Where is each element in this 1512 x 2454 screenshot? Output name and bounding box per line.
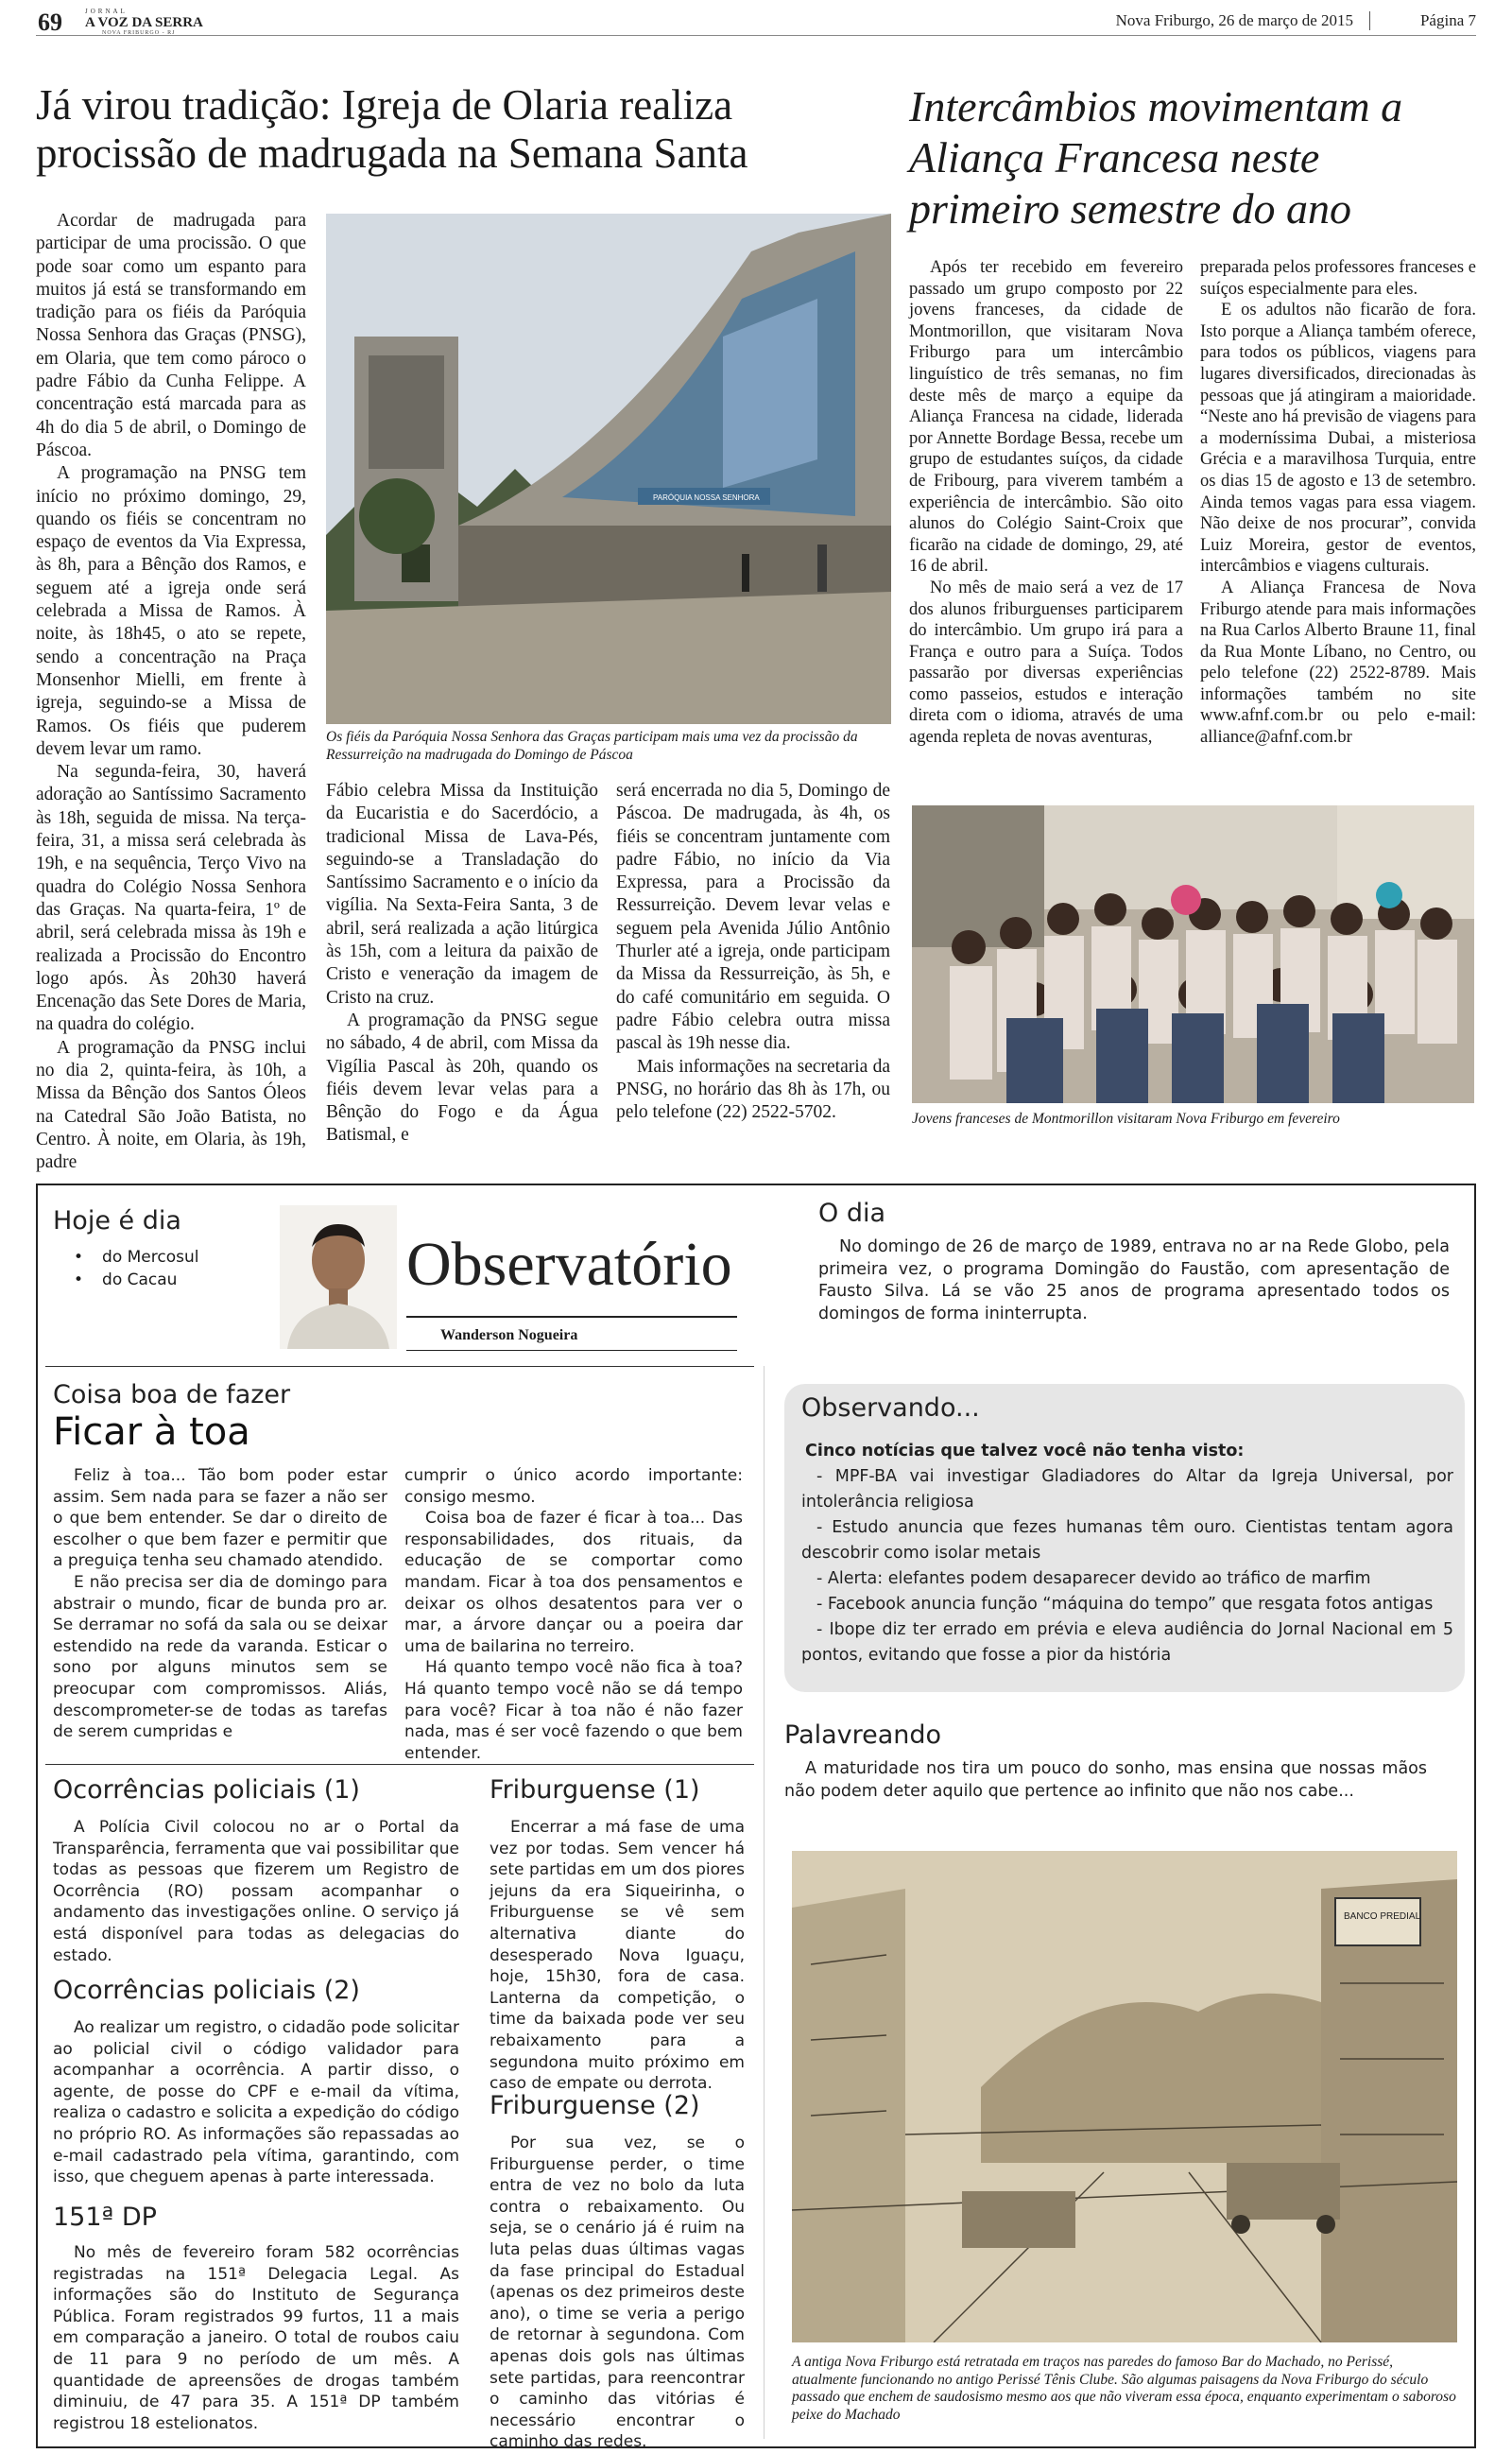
paragraph: A Aliança Francesa de Nova Friburgo atende para mais informações na Rua Carlos Alberto Braune 11, final da Rua Monte Líbano, no Centro, ou pelo telefone (22) 2522-8789. Mais informações também no site www.afnf.com.br ou pelo e-mail: alliance@afnf.com.br: [1200, 578, 1476, 748]
students-photo: [912, 805, 1474, 1103]
newspaper-logo: A VOZ DA SERRA: [85, 15, 203, 30]
paragraph: preparada pelos professores franceses e suíços especialmente para eles.: [1200, 258, 1476, 299]
page-number: Página 7: [1419, 11, 1476, 29]
dp-text: [53, 2242, 459, 2434]
paragraph: E não precisa ser dia de domingo para abstrair o mundo, ficar de bunda pro ar. Se derramar no sofá da sala ou se deixar estendido na rede da varanda. Esticar o sono por alguns minutos sem se preocupar com compromissos. Aliás, descomprometer-se de todas as tarefas de serem cumpridas e: [53, 1572, 387, 1742]
article-alianca-col2: [1200, 257, 1476, 749]
sketch-sign: BANCO PREDIAL: [1344, 1911, 1421, 1922]
church-sign: PARÓQUIA NOSSA SENHORA: [653, 493, 760, 502]
divider-vertical: [764, 1366, 765, 2439]
list-item: - Ibope diz ter errado em prévia e eleva audiência do Jornal Nacional em 5 pontos, evitando que fosse a pior da história: [801, 1620, 1453, 1665]
paragraph: A Polícia Civil colocou no ar o Portal da Transparência, ferramenta que vai possibilitar que todas as pessoas que fizerem um Registro de Ocorrência (RO) possam acompanhar o andamento das investigações online. O serviço já está disponível para todas as delegacias do estado.: [53, 1818, 459, 1965]
paragraph: No domingo de 26 de março de 1989, entrava no ar na Rede Globo, pela primeira vez, o programa Domingão do Faustão, com apresentação de Fausto Silva. Lá se vão 25 anos de programa apresentado todos os domingos de forma ininterrupta.: [818, 1237, 1450, 1323]
sketch-photo-caption: A antiga Nova Friburgo está retratada em traços nas paredes do famoso Bar do Machado, no Perissé, atualmente funcionando no antigo Perissé Tênis Clube. São algumas paisagens da Nova Friburgo do século passado que enchem de saudosismo mesmo aos que não viveram essa época, enquanto experimentam o saboroso peixe do Machado: [792, 2354, 1456, 2423]
ocorrencias1-title: Ocorrências policiais (1): [53, 1775, 360, 1805]
paragraph: Na segunda-feira, 30, haverá adoração ao Santíssimo Sacramento às 18h, seguida de missa. Na terça-feira, 31, a missa será celebrada às 19h, e na sequência, Terço Vivo na quadra do Colégio Nossa Senhora das Graças. Na quarta-feira, 1º de abril, será celebrada missa às 19h e realizada a Procissão do Encontro logo após. Às 20h30 haverá Encenação das Sete Dores de Maria, na quadra do colégio.: [36, 762, 306, 1035]
church-photo-caption: Os fiéis da Paróquia Nossa Senhora das Graças participam mais uma vez da procissão da Ressurreição na madrugada do Domingo de Páscoa: [326, 729, 858, 763]
hoje-e-dia-list: [74, 1246, 198, 1291]
article-olaria-col2: [326, 780, 598, 1148]
page-header: [36, 8, 1476, 36]
paragraph: E os adultos não ficarão de fora. Isto porque a Aliança também oferece, para todos os públicos, viagens para lugares diversificados, direcionadas às pessoas que já atingiram a maioridade. “Neste ano há previsão de viagens para a moderníssima Dubai, a misteriosa Grécia e a maravilhosa Turquia, entre os dias 15 de agosto e 13 de setembro. Ainda temos vagas para essa viagem. Não deixe de nos procurar”, convida Luiz Moreira, gestor de eventos, intercâmbios e viagens culturais.: [1200, 301, 1476, 577]
hoje-e-dia-title: Hoje é dia: [53, 1206, 181, 1236]
title-rule: [406, 1316, 737, 1318]
paragraph: Acordar de madrugada para participar de uma procissão. O que pode soar como um espanto para muitos já está se transformando em tradição para os fiéis da Paróquia Nossa Senhora das Graças (PNSG), em Olaria, que tem como pároco o padre Fábio da Cunha Felippe. A concentração está marcada para as 4h do dia 5 de abril, o Domingo de Páscoa.: [36, 211, 306, 460]
friburguense2-text: [490, 2133, 745, 2453]
students-photo-caption: Jovens franceses de Montmorillon visitaram Nova Friburgo em fevereiro: [912, 1111, 1340, 1127]
article-olaria-col3: [616, 780, 890, 1124]
dp-title: 151ª DP: [53, 2203, 157, 2232]
ocorrencias2-text: [53, 2017, 459, 2188]
friburguense1-text: [490, 1817, 745, 2095]
divider-ocorrencias-top: [45, 1764, 754, 1765]
paragraph: A maturidade nos tira um pouco do sonho, mas ensina que nossas mãos não podem deter aquilo que pertence ao infinito que não nos cabe...: [784, 1759, 1427, 1801]
friburguense2-title: Friburguense (2): [490, 2091, 700, 2120]
paragraph: Por sua vez, se o Friburguense perder, o time entra de vez no bolo da luta contra o rebaixamento. Ou seja, se o cenário já é ruim na luta pelas duas últimas vagas da fase principal do Estadual (apenas os dez primeiros deste ano), o time se veria a perigo de retornar à segundona. Com apenas dois gols nas últimas sete partidas, para reencontrar o caminho das vitórias é necessário encontrar o caminho das redes.: [490, 2134, 745, 2452]
list-item: • do Mercosul: [74, 1248, 199, 1267]
article-olaria-col1: [36, 210, 306, 1174]
author-rule: [406, 1350, 737, 1351]
paragraph: A programação na PNSG tem início no próximo domingo, 29, quando os fiéis se concentram no espaço de eventos da Via Expressa, às 8h, para a Bênção dos Ramos, e seguem até a igreja onde será celebrada a Missa de Ramos. À noite, às 18h45, o ato se repete, sendo a concentração na Praça Monsenhor Mielli, em frente à igreja, seguindo-se a Missa de Ramos. Os fiéis que puderem devem levar um ramo.: [36, 463, 306, 759]
paragraph: No mês de maio será a vez de 17 dos alunos friburguenses participarem do intercâmbio. Um grupo irá para a França e outro para a Suíça. Todos passarão por diversas experiências como passeios, estudos e interação direta com o idioma, através de uma agenda repleta de novas aventuras,: [909, 578, 1183, 748]
list-item: - Facebook anuncia função “máquina do tempo” que resgata fotos antigas: [816, 1595, 1434, 1614]
coisa-boa-col2: [404, 1465, 743, 1764]
paragraph: cumprir o único acordo importante: consigo mesmo.: [404, 1466, 743, 1507]
paragraph: No mês de fevereiro foram 582 ocorrências registradas na 151ª Delegacia Legal. As informações são do Instituto de Segurança Pública. Foram registrados 99 furtos, 11 a mais em comparação a janeiro. O total de roubos caiu de 11 para 9 no período de um mês. A quantidade de apreensões de drogas também diminuiu, de 47 para 35. A 151ª DP também registrou 18 estelionatos.: [53, 2243, 459, 2433]
author-photo: [280, 1205, 397, 1349]
paragraph: Fábio celebra Missa da Instituição da Eucaristia e do Sacerdócio, a tradicional Missa de Lava-Pés, seguindo-se a Transladação do Santíssimo Sacramento e o início da vigília. Na Sexta-Feira Santa, 3 de abril, será realizada a ação litúrgica às 15h, com a leitura da paixão de Cristo e veneração da imagem de Cristo na cruz.: [326, 781, 598, 1008]
newspaper-logo-city: NOVA FRIBURGO - RJ: [102, 30, 176, 36]
observando-title: Observando...: [801, 1393, 980, 1423]
list-item: - MPF-BA vai investigar Gladiadores do Altar da Igreja Universal, por intolerância religiosa: [801, 1467, 1453, 1512]
paragraph: Ao realizar um registro, o cidadão pode solicitar ao policial civil o código validador para acompanhar a ocorrência. A partir disso, o agente, de posse do CPF e e-mail da vítima, realiza o cadastro e solicita a expedição do código no próprio RO. As informações são repassadas ao e-mail cadastrado pela vítima, garantindo, com isso, que cheguem apenas à parte interessada.: [53, 2018, 459, 2187]
header-divider: [1369, 11, 1370, 30]
newspaper-logo-small: JORNAL: [85, 8, 128, 15]
paragraph: Feliz à toa... Tão bom poder estar assim. Sem nada para se fazer a não ser o que bem entender. Se dar o direito de escolher o que bem fazer e permitir que a preguiça tenha seu chamado atendido.: [53, 1466, 387, 1571]
observando-intro: Cinco notícias que talvez você não tenha visto:: [805, 1442, 1245, 1460]
paragraph: será encerrada no dia 5, Domingo de Páscoa. De madrugada, às 4h, os fiéis se concentram juntamente com padre Fábio, no início da Via Expressa, para a Procissão da Ressurreição. Devem levar velas e seguem pela Avenida Júlio Antônio Thurler até a igreja, onde participam da Missa da Ressurreição, às 5h, e do café comunitário em seguida. O padre Fábio celebra outra missa pascal às 19h nesse dia.: [616, 781, 890, 1054]
issue-date: Nova Friburgo, 26 de março de 2015: [1115, 11, 1353, 29]
palavreando-text: [784, 1758, 1427, 1803]
paragraph: Após ter recebido em fevereiro passado um grupo composto por 22 jovens franceses, da cidade de Montmorillon, que visitaram Nova Friburgo para um intercâmbio linguístico de três semanas, no fim deste mês de março a equipe da Aliança Francesa na cidade, liderada por Annette Bordage Bessa, recebe um grupo de estudantes suíços, da cidade de Fribourg, para viverem também a experiência de intercâmbio. São oito alunos do Colégio Saint-Croix que ficarão na cidade de domingo, 29, até 16 de abril.: [909, 258, 1183, 577]
paragraph: A programação da PNSG inclui no dia 2, quinta-feira, às 10h, a Missa da Bênção dos Santos Óleos na Catedral São João Batista, no Centro. À noite, em Olaria, às 19h, padre: [36, 1037, 306, 1173]
article-title-olaria: Já virou tradição: Igreja de Olaria realiza procissão de madrugada na Semana Santa: [36, 81, 748, 177]
palavreando-title: Palavreando: [784, 1720, 942, 1750]
list-item: • do Cacau: [74, 1270, 178, 1289]
column-title-observatorio: Observatório: [406, 1230, 732, 1299]
paragraph: Encerrar a má fase de uma vez por todas. Sem vencer há sete partidas em um dos piores jejuns da era Siqueirinha, o Friburguense se vê sem alternativa diante do desesperado Nova Iguaçu, hoje, 15h30, fora de casa. Lanterna da competição, o time da baixada pode ver seu rebaixamento para a segundona muito próximo em caso de empate ou derrota.: [490, 1818, 745, 2094]
o-dia-title: O dia: [818, 1199, 886, 1228]
article-title-alianca: Intercâmbios movimentam a Aliança Francesa neste primeiro semestre do ano: [909, 82, 1403, 233]
svg-text:69: 69: [38, 9, 62, 36]
observando-list: [801, 1439, 1453, 1668]
divider-coisa-top: [45, 1366, 754, 1367]
coisa-boa-kicker: Coisa boa de fazer: [53, 1380, 291, 1409]
o-dia-text: [818, 1236, 1450, 1325]
church-photo: [326, 214, 891, 724]
coisa-boa-col1: [53, 1465, 387, 1743]
friburguense1-title: Friburguense (1): [490, 1775, 700, 1805]
list-item: - Estudo anuncia que fezes humanas têm ouro. Cientistas tentam agora descobrir como isolar metais: [801, 1518, 1453, 1563]
article-alianca-col1: [909, 257, 1183, 749]
paragraph: Mais informações na secretaria da PNSG, no horário das 8h às 17h, ou pelo telefone (22) 2522-5702.: [616, 1056, 890, 1123]
paragraph: A programação da PNSG segue no sábado, 4 de abril, com Missa da Vigília Pascal às 20h, quando os fiéis devem levar velas para a Bênção do Fogo e da Água Batismal, e: [326, 1010, 598, 1146]
paragraph: Coisa boa de fazer é ficar à toa... Das responsabilidades, dos rituais, da educação de se comportar como mandam. Ficar à toa dos pensamentos e deixar os olhos desatentos para ver o mar, a árvore dançar ou a poeira dar uma de bailarina no terreiro.: [404, 1509, 743, 1656]
coisa-boa-title: Ficar à toa: [53, 1410, 250, 1454]
author-name: Wanderson Nogueira: [440, 1327, 578, 1343]
list-item: - Alerta: elefantes podem desaparecer devido ao tráfico de marfim: [816, 1569, 1371, 1588]
ocorrencias1-text: [53, 1817, 459, 1966]
newspaper-logo-mark: [36, 8, 77, 36]
ocorrencias2-title: Ocorrências policiais (2): [53, 1976, 360, 2005]
paragraph: Há quanto tempo você não fica à toa? Há quanto tempo você não se dá tempo para você? Ficar à toa não é não fazer nada, mas é ser você fazendo o que bem entender.: [404, 1658, 743, 1763]
sketch-photo: [792, 1851, 1457, 2342]
